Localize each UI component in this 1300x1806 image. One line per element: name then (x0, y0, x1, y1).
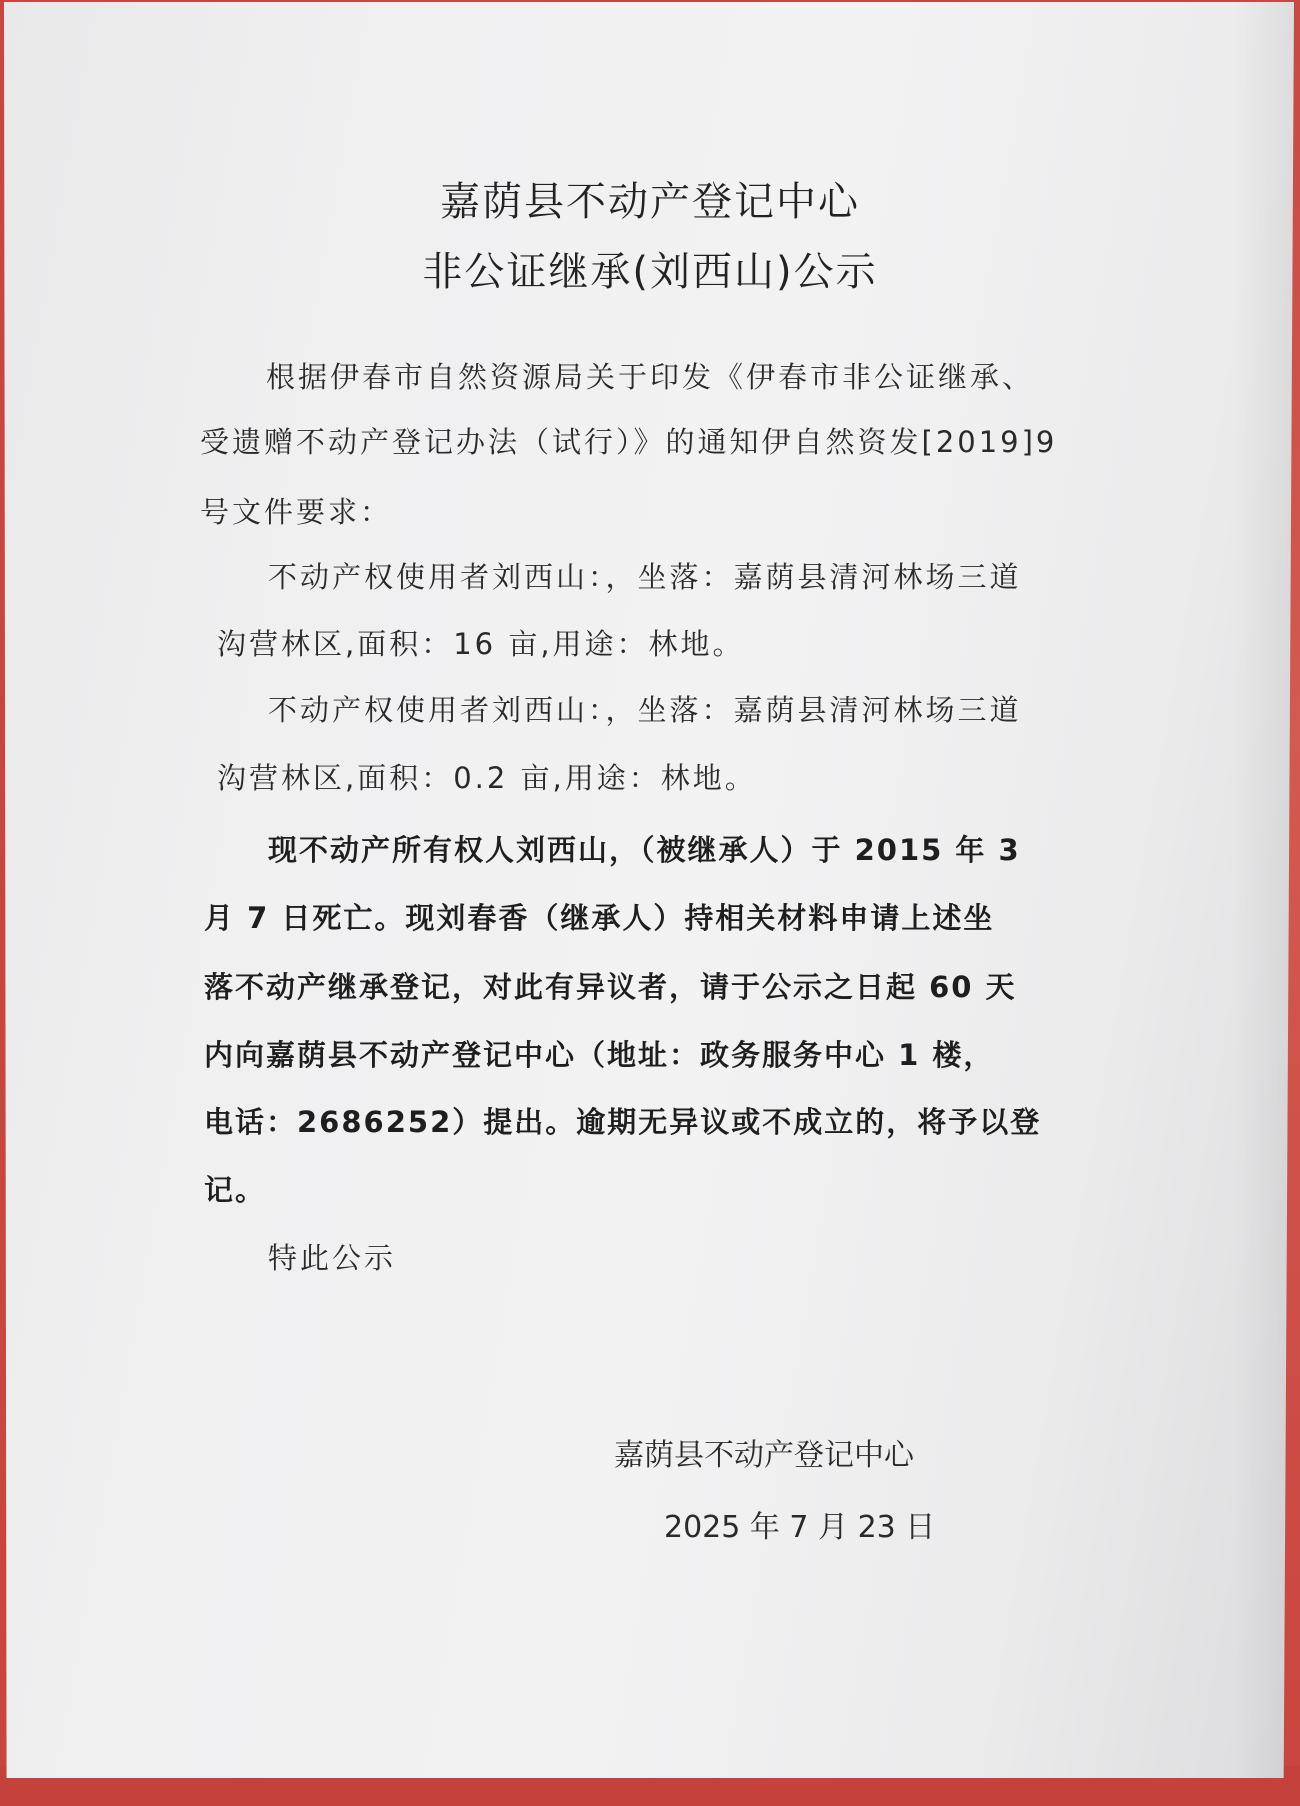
notice-line-6: 记。 (204, 1173, 267, 1207)
notice-line-5: 电话：2686252）提出。逾期无异议或不成立的，将予以登 (204, 1105, 1042, 1139)
property1-line-1: 不动产权使用者刘西山：，坐落：嘉荫县清河林场三道 (268, 560, 1022, 594)
para1-line-3: 号文件要求： (200, 495, 393, 529)
notice-line-4: 内向嘉荫县不动产登记中心（地址：政务服务中心 1 楼， (204, 1038, 995, 1072)
notice-line-2: 月 7 日死亡。现刘春香（继承人）持相关材料申请上述坐 (204, 901, 995, 935)
para1-line-1: 根据伊春市自然资源局关于印发《伊春市非公证继承、 (266, 360, 1035, 394)
issue-date: 2025 年 7 月 23 日 (664, 1510, 936, 1545)
property2-line-2: 沟营林区,面积：0.2 亩,用途：林地。 (217, 761, 757, 795)
property2-line-1: 不动产权使用者刘西山：，坐落：嘉荫县清河林场三道 (268, 693, 1022, 727)
para1-line-2: 受遗赠不动产登记办法（试行）》的通知伊自然资发[2019]9 (200, 425, 1058, 459)
property1-line-2: 沟营林区,面积：16 亩,用途：林地。 (217, 627, 745, 661)
title-line-2: 非公证继承(刘西山)公示 (422, 249, 878, 295)
notice-line-1: 现不动产所有权人刘西山，（被继承人）于 2015 年 3 (268, 833, 1021, 867)
closing-text: 特此公示 (268, 1241, 397, 1275)
notice-line-3: 落不动产继承登记，对此有异议者，请于公示之日起 60 天 (204, 970, 1017, 1004)
title-line-1: 嘉荫县不动产登记中心 (440, 179, 860, 225)
issuer-name: 嘉荫县不动产登记中心 (614, 1438, 914, 1473)
